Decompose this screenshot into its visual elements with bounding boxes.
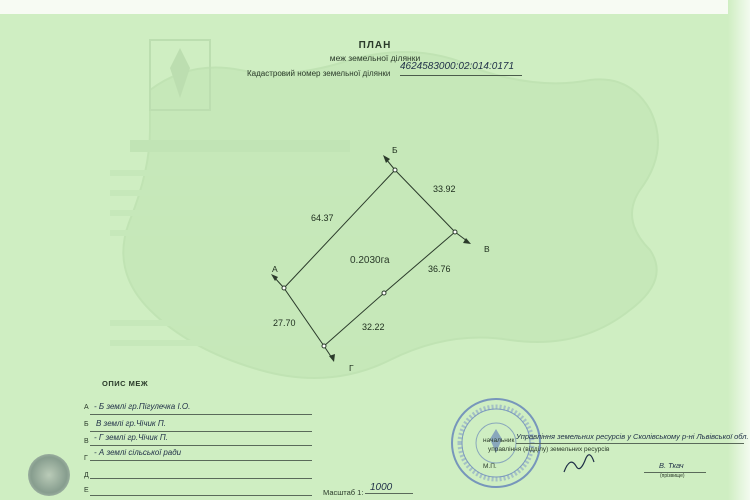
- boundary-row-text: - А землі сільської ради: [94, 448, 182, 457]
- hologram-seal: [28, 454, 70, 496]
- boundary-row-line: [90, 478, 312, 479]
- point-label-v: В: [484, 244, 490, 254]
- dimension-ga: 27.70: [273, 318, 296, 328]
- scale-value: 1000: [370, 482, 393, 493]
- boundary-row-label: А: [84, 404, 89, 411]
- scale-underline: [365, 493, 413, 494]
- boundary-row-label: Е: [84, 487, 89, 494]
- chief-label: начальник: [483, 437, 515, 444]
- boundary-row-line: [90, 414, 312, 415]
- boundary-row-text: - Г землі гр.Чічик П.: [94, 433, 168, 442]
- vertex-a: [282, 286, 286, 290]
- plan-title: ПЛАН: [358, 40, 392, 51]
- arrow-b-head: [383, 155, 390, 163]
- boundary-row-label: Д: [84, 472, 89, 479]
- dimension-v-mid: 36.76: [428, 264, 451, 274]
- boundary-row-label: Г: [84, 455, 88, 462]
- plan-subtitle: меж земельної ділянки: [329, 53, 421, 63]
- cadastral-number: 4624583000:02:014:0171: [400, 61, 515, 72]
- point-label-b: Б: [392, 145, 398, 155]
- boundaries-title: ОПИС МЕЖ: [102, 379, 149, 388]
- boundary-row-label: Б: [84, 421, 89, 428]
- signature-scribble: [560, 450, 600, 480]
- dimension-ab: 64.37: [311, 213, 334, 223]
- dimension-bv: 33.92: [433, 184, 456, 194]
- boundary-row-line: [90, 460, 312, 461]
- chief-organization: Управління земельних ресурсів у Сколівському р-ні Львівської обл.: [516, 432, 749, 441]
- vertex-b: [393, 168, 397, 172]
- point-label-g: Г: [349, 363, 354, 373]
- vertex-v: [453, 230, 457, 234]
- boundary-row-label: В: [84, 438, 89, 445]
- organization-note: управління (відділу) земельних ресурсів: [488, 446, 610, 453]
- signer-name: В. Ткач: [659, 461, 684, 470]
- boundary-row-text: В землі гр.Чічик П.: [96, 419, 166, 428]
- boundary-row-line: [90, 495, 312, 496]
- boundary-row-line: [90, 431, 312, 432]
- signer-note: (прізвище): [660, 473, 685, 479]
- dimension-mid-g: 32.22: [362, 322, 385, 332]
- cadastral-label: Кадастровий номер земельної ділянки: [247, 69, 391, 78]
- stamp-place-label: М.П.: [483, 463, 497, 470]
- chief-underline: [516, 443, 744, 444]
- vertex-mid: [382, 291, 386, 295]
- boundary-row-line: [90, 445, 312, 446]
- scale-label: Масштаб 1:: [323, 488, 364, 497]
- parcel-area: 0.2030га: [350, 255, 390, 266]
- point-label-a: А: [272, 264, 278, 274]
- vertex-g: [322, 344, 326, 348]
- boundary-row-text: - Б землі гр.Пігулечка І.О.: [94, 402, 191, 411]
